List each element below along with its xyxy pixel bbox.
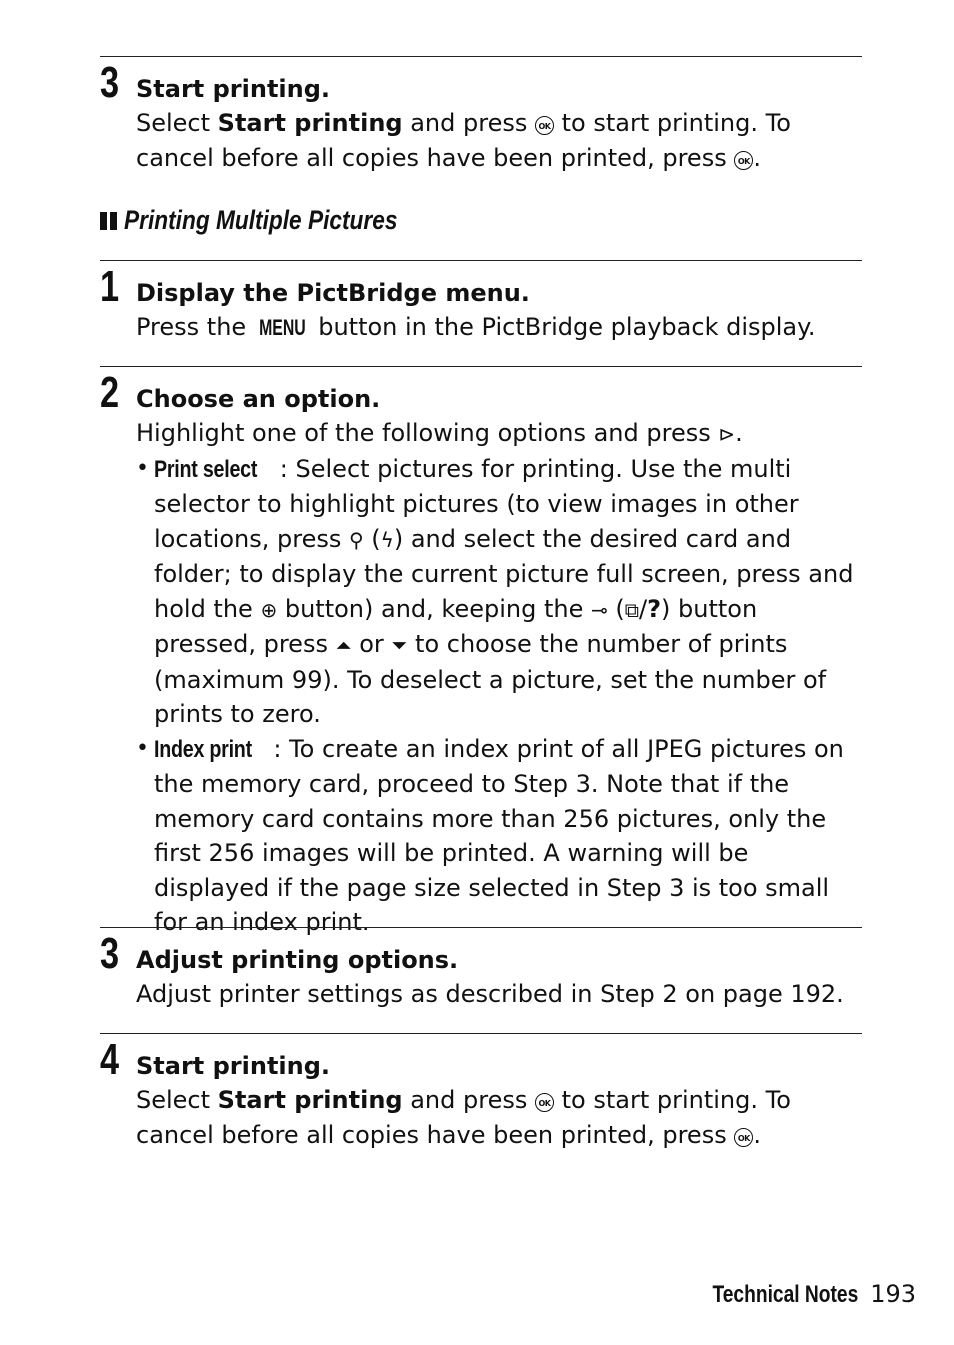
multi-selector-up-icon: ⏶ (335, 633, 352, 657)
ok-button-icon: OK (535, 116, 554, 135)
step-title: Choose an option. (136, 385, 381, 413)
heading-marker-icon (110, 212, 117, 230)
option-list (136, 452, 862, 940)
retouch-icon: ⧉ (624, 597, 640, 622)
page-footer (676, 1278, 916, 1311)
step-intro: Highlight one of the following options and press ⊳. (136, 416, 862, 452)
step-text: Adjust printer settings as described in Step 2 on page 192. (136, 980, 844, 1008)
section-heading: Printing Multiple Pictures (100, 200, 450, 240)
step-2-choose-option (100, 366, 862, 940)
menu-option-start-printing: Start printing (217, 1086, 403, 1114)
step-text: Select Start printing and press OK to start printing. To cancel before all copies have been printed, press OK . (136, 1086, 791, 1149)
protect-icon: ⊸ (590, 597, 608, 622)
step-4-start-printing (100, 1033, 862, 1152)
step-3-start-printing-top (100, 56, 862, 175)
step-text: Press the MENU button in the PictBridge playback display. (136, 310, 862, 346)
step-title: Start printing. (136, 1052, 331, 1080)
step-number: 3 (100, 58, 120, 107)
menu-button-icon: MENU (258, 315, 306, 340)
zoom-in-icon: ⊕ (260, 597, 278, 622)
step-3-adjust-options (100, 927, 862, 1012)
step-text: Select Start printing and press OK to start printing. To cancel before all copies have been printed, press OK . (136, 109, 791, 172)
thumbnail-zoom-out-icon: ⚲ (348, 527, 364, 552)
multi-selector-down-icon: ⏷ (391, 633, 408, 657)
menu-option-start-printing: Start printing (217, 109, 403, 137)
step-title: Start printing. (136, 75, 331, 103)
step-title: Display the PictBridge menu. (136, 279, 530, 307)
list-item-index-print: • Index print : To create an index print of all JPEG pictures on the memory card, proceed to Step 3. Note that if the memory card contains more than 256 pictures, only the first 256 images will be printed. A warning will be displayed if the page size selected in Step 3 is too small for an index print. (136, 732, 862, 940)
step-number: 3 (100, 929, 120, 978)
option-term: Print select (154, 455, 258, 483)
list-item-print-select: • Print select : Select pictures for printing. Use the multi selector to highlight pictures (to view images in other locations, press ⚲ (ϟ) and select the desired card and folder; to display the current picture full screen, press and hold the ⊕ button) and, keeping the ⊸ (⧉/?) button pressed, press ⏶ or ⏷ to choose the number of prints (maximum 99). To deselect a picture, set the number of prints to zero. (136, 452, 862, 732)
step-title: Adjust printing options. (136, 946, 459, 974)
step-number: 4 (100, 1035, 120, 1084)
step-number: 1 (100, 262, 120, 311)
page-number: 193 (870, 1280, 916, 1308)
ok-button-icon: OK (734, 1128, 753, 1147)
footer-section-label: Technical Notes (712, 1281, 859, 1308)
step-1-display-menu (100, 260, 862, 346)
step-number: 2 (100, 368, 120, 417)
help-icon: ? (647, 594, 662, 623)
ok-button-icon: OK (535, 1093, 554, 1112)
heading-marker-icon (100, 212, 107, 230)
ok-button-icon: OK (734, 151, 753, 170)
option-term: Index print (154, 735, 252, 763)
flash-icon: ϟ (380, 527, 394, 552)
multi-selector-right-icon: ⊳ (718, 422, 736, 446)
